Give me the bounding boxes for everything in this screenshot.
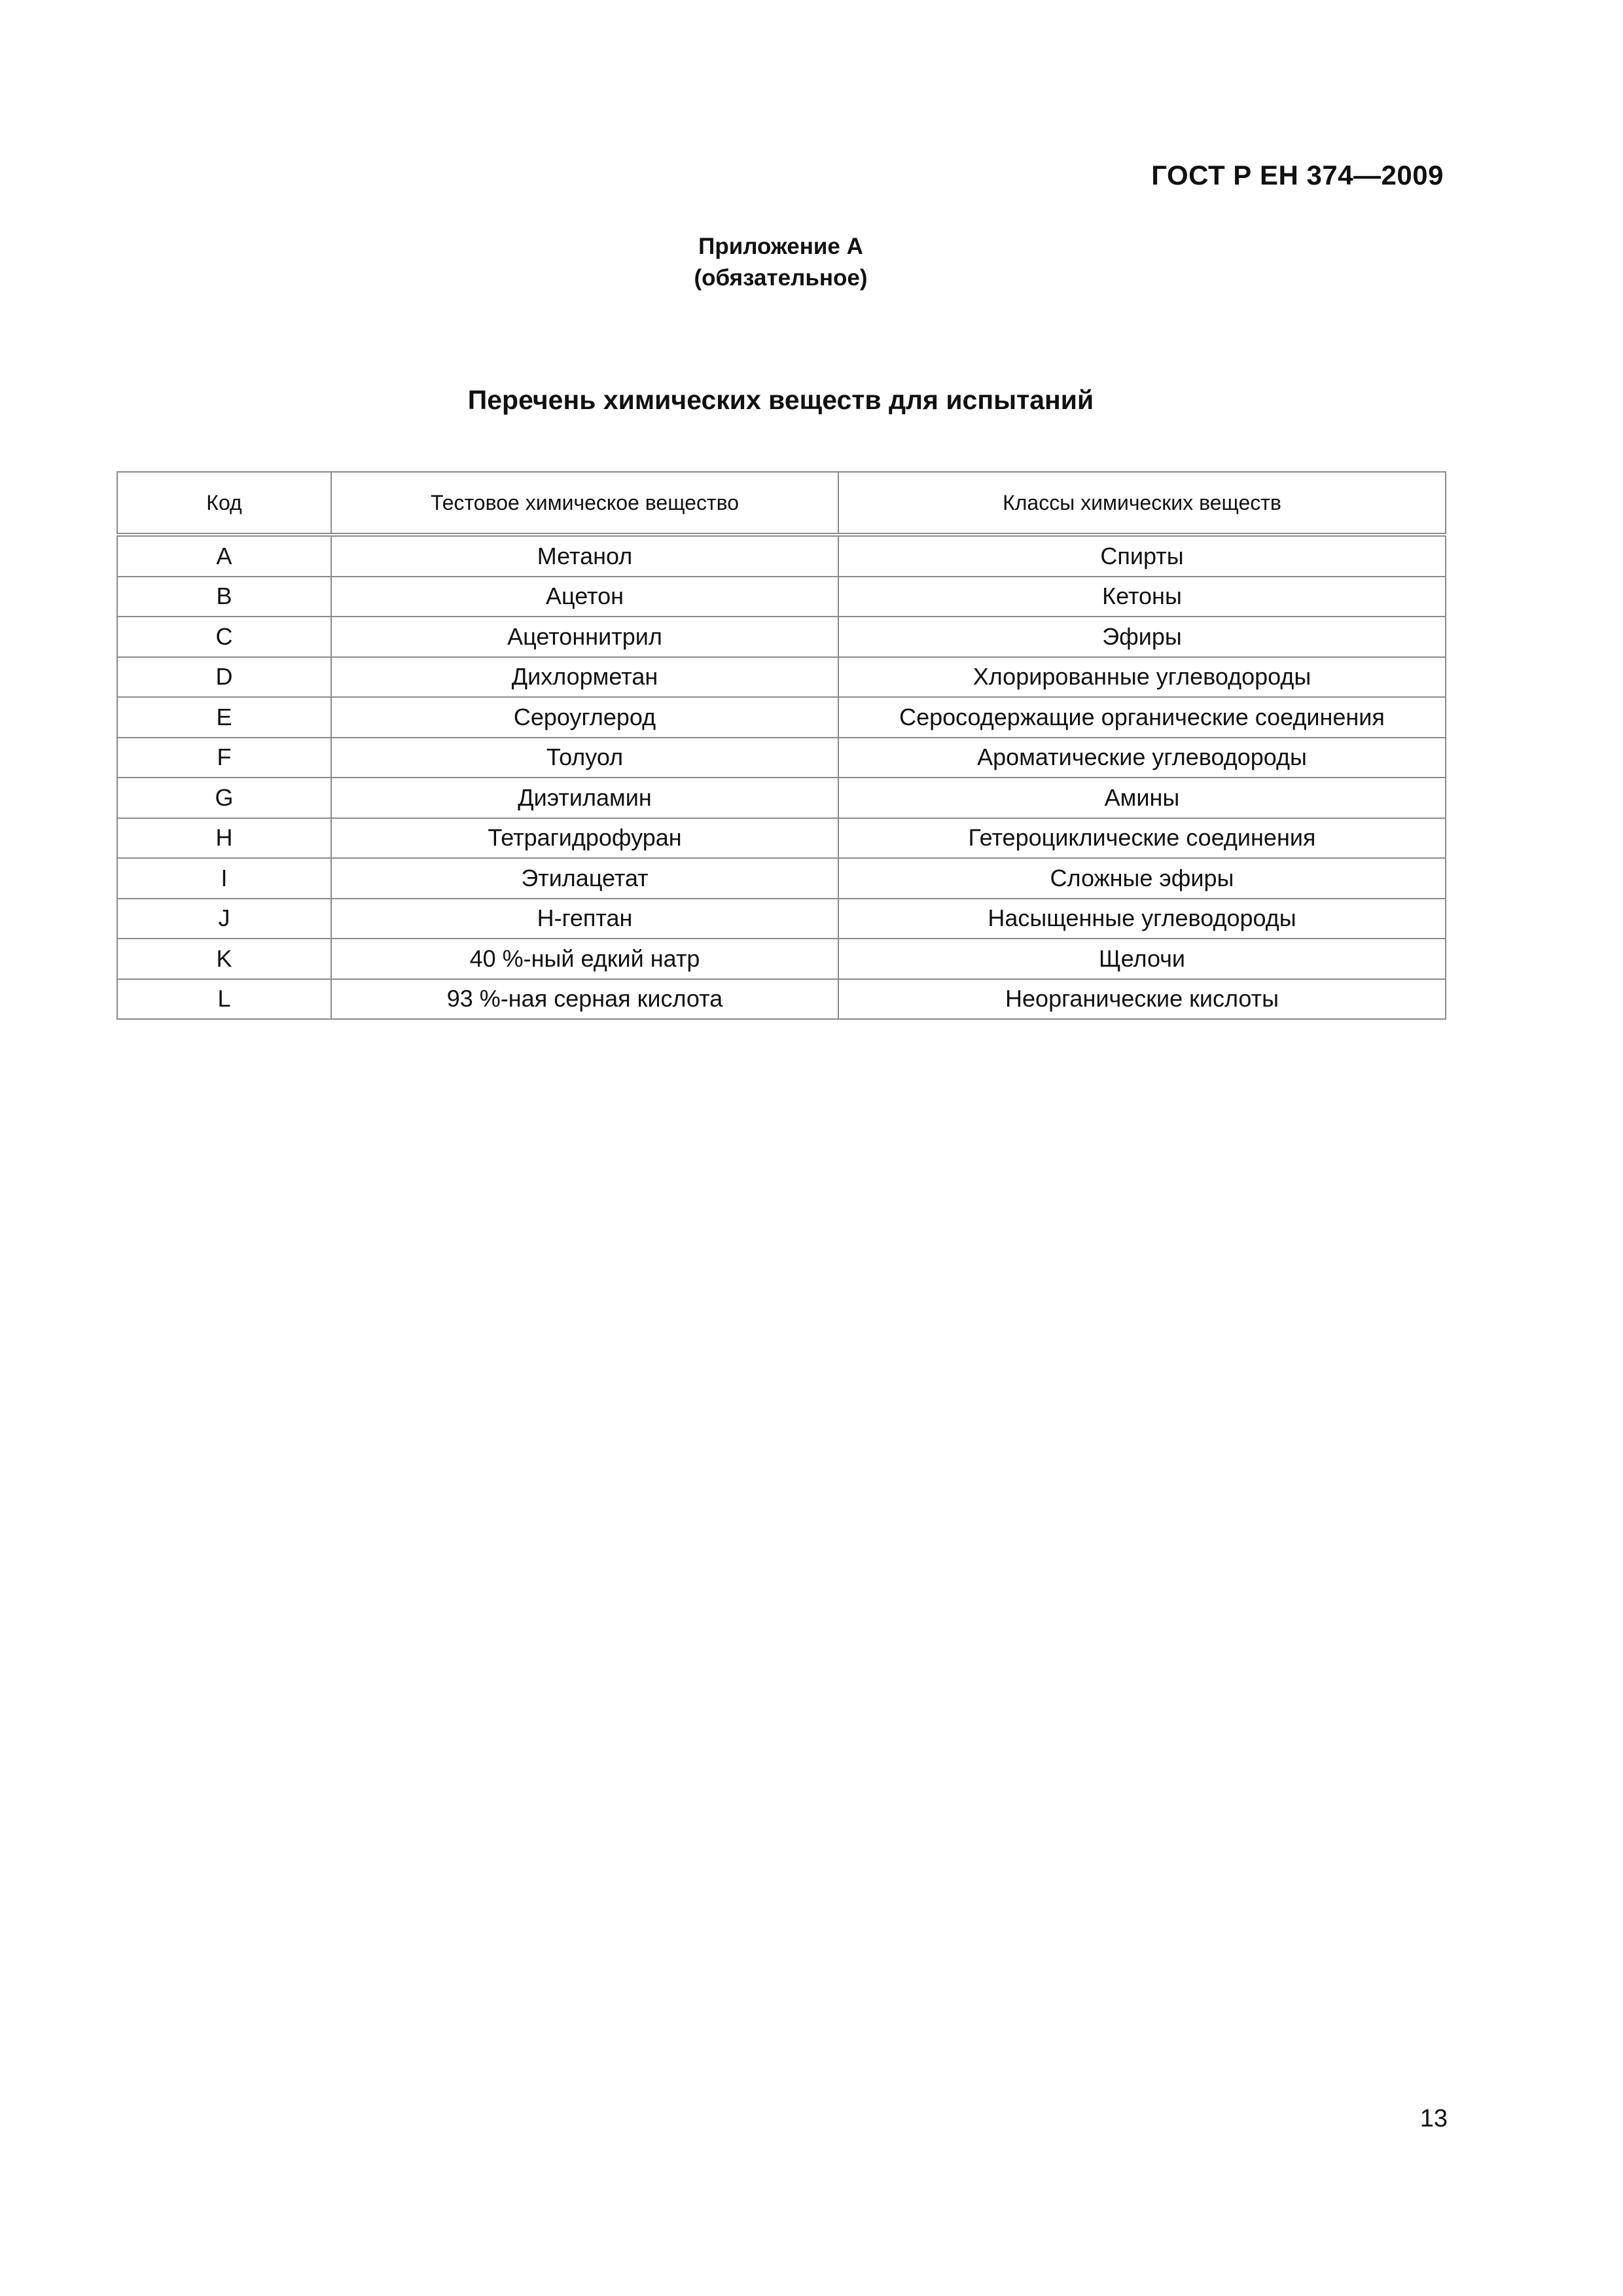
cell-class: Серосодержащие органические соединения xyxy=(838,697,1446,738)
chemicals-table xyxy=(116,471,1446,1020)
table-row xyxy=(117,939,1446,979)
cell-code: B xyxy=(117,577,331,617)
cell-code: E xyxy=(117,697,331,738)
table-row xyxy=(117,979,1446,1020)
cell-class: Насыщенные углеводороды xyxy=(838,899,1446,939)
cell-substance: Этилацетат xyxy=(331,858,838,899)
table-row xyxy=(117,577,1446,617)
appendix-status: (обязательное) xyxy=(694,265,868,291)
cell-class: Щелочи xyxy=(838,939,1446,979)
cell-substance: Ацетоннитрил xyxy=(331,617,838,657)
cell-class: Кетоны xyxy=(838,577,1446,617)
cell-class: Спирты xyxy=(838,535,1446,577)
page-number: 13 xyxy=(1419,2105,1448,2132)
column-header-substance: Тестовое химическое вещество xyxy=(331,472,838,535)
cell-class: Хлорированные углеводороды xyxy=(838,657,1446,698)
cell-substance: Н-гептан xyxy=(331,899,838,939)
cell-substance: 93 %-ная серная кислота xyxy=(331,979,838,1020)
table-header-row xyxy=(117,472,1446,535)
cell-code: K xyxy=(117,939,331,979)
cell-code: G xyxy=(117,778,331,818)
column-header-class: Классы химических веществ xyxy=(838,472,1446,535)
cell-substance: Метанол xyxy=(331,535,838,577)
appendix-title: Приложение А xyxy=(698,234,863,259)
cell-code: A xyxy=(117,535,331,577)
cell-substance: Тетрагидрофуран xyxy=(331,818,838,859)
table-row xyxy=(117,858,1446,899)
appendix-heading xyxy=(0,231,1561,294)
table-row xyxy=(117,617,1446,657)
cell-substance: Толуол xyxy=(331,738,838,778)
table-row xyxy=(117,535,1446,577)
cell-code: F xyxy=(117,738,331,778)
cell-substance: 40 %-ный едкий натр xyxy=(331,939,838,979)
column-header-code: Код xyxy=(117,472,331,535)
cell-substance: Диэтиламин xyxy=(331,778,838,818)
cell-substance: Сероуглерод xyxy=(331,697,838,738)
cell-code: H xyxy=(117,818,331,859)
table-row xyxy=(117,899,1446,939)
cell-class: Сложные эфиры xyxy=(838,858,1446,899)
cell-class: Эфиры xyxy=(838,617,1446,657)
cell-class: Ароматические углеводороды xyxy=(838,738,1446,778)
cell-class: Неорганические кислоты xyxy=(838,979,1446,1020)
cell-class: Амины xyxy=(838,778,1446,818)
cell-substance: Ацетон xyxy=(331,577,838,617)
section-title: Перечень химических веществ для испытаний xyxy=(467,385,1094,415)
cell-code: I xyxy=(117,858,331,899)
table-row xyxy=(117,697,1446,738)
cell-code: L xyxy=(117,979,331,1020)
table-row xyxy=(117,657,1446,698)
table-row xyxy=(117,818,1446,859)
table-row xyxy=(117,778,1446,818)
document-code: ГОСТ Р ЕН 374—2009 xyxy=(1151,160,1444,190)
cell-code: C xyxy=(117,617,331,657)
cell-substance: Дихлорметан xyxy=(331,657,838,698)
table-row xyxy=(117,738,1446,778)
cell-code: D xyxy=(117,657,331,698)
cell-class: Гетероциклические соединения xyxy=(838,818,1446,859)
cell-code: J xyxy=(117,899,331,939)
